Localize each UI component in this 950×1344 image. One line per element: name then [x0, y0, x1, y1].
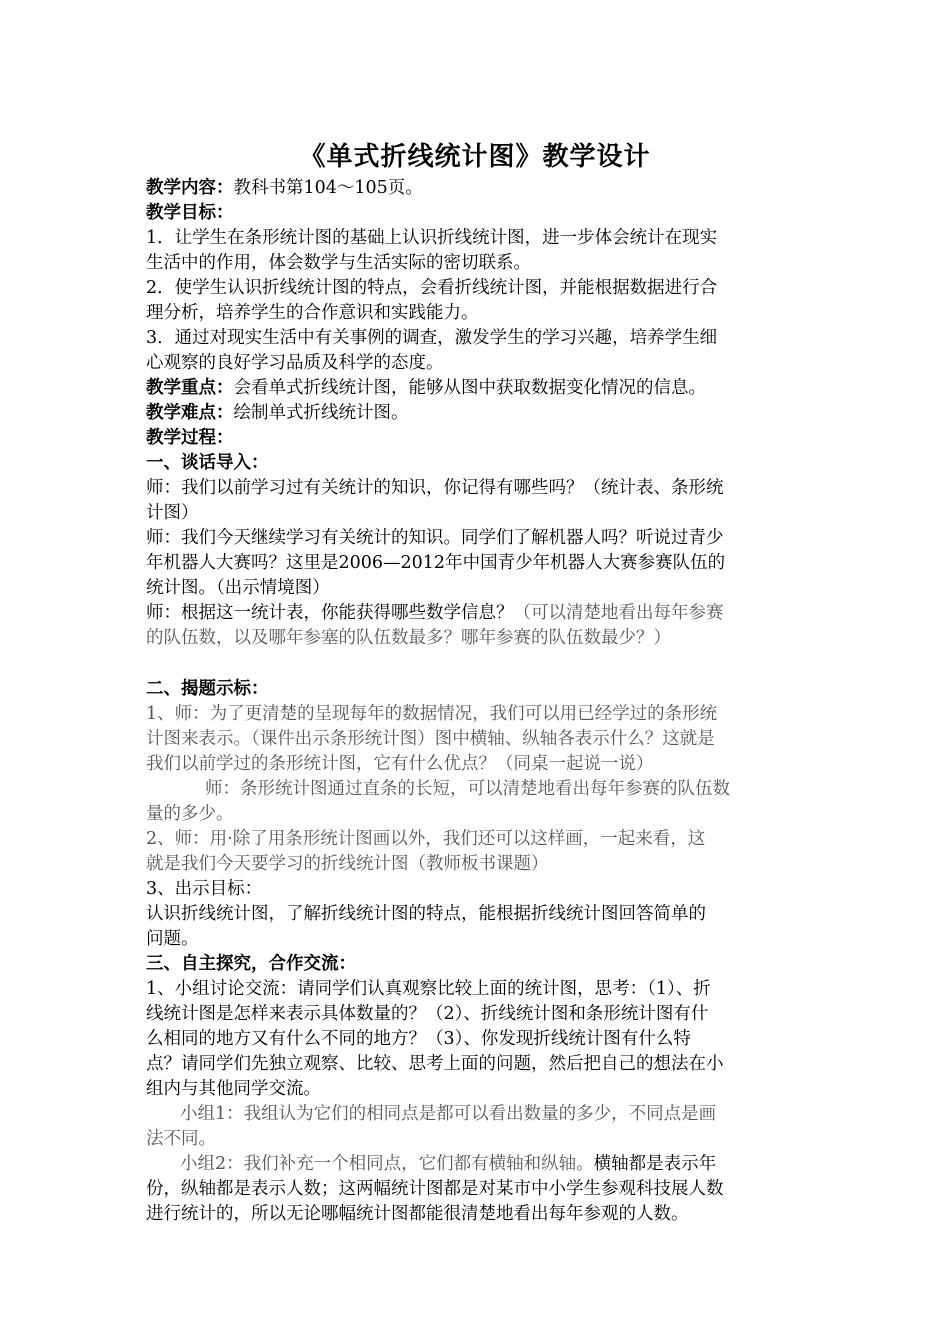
- goal-1-line-2: 生活中的作用，体会数学与生活实际的密切联系。: [146, 253, 531, 273]
- section-3-para-1-line-5: 组内与其他同学交流。: [146, 1079, 321, 1099]
- teaching-content-line: [146, 176, 423, 201]
- section-2-para-1-line-5: 量的多少。: [146, 804, 234, 824]
- section-2-heading: 二、揭题示标：: [146, 679, 269, 699]
- section-2-para-1-line-2: 计图来表示。（课件出示条形统计图）图中横轴、纵轴各表示什么？这就是: [146, 729, 715, 749]
- section-2-para-4-line-1: 认识折线统计图，了解折线统计图的特点，能根据折线统计图回答简单的: [146, 904, 706, 924]
- section-3-group-2-text-a: 小组2：我们补充一个相同点，它们都有横轴和纵轴。: [180, 1154, 594, 1174]
- section-2-para-2-line-1: 2、师：用·除了用条形统计图画以外，我们还可以这样画，一起来看，这: [146, 829, 706, 849]
- section-1-para-2-line-3: 统计图。（出示情境图）: [146, 578, 330, 598]
- key-point-text: 会看单式折线统计图，能够从图中获取数据变化情况的信息。: [233, 378, 706, 398]
- section-2-para-1-line-1: 1、师：为了更清楚的呈现每年的数据情况，我们可以用已经学过的条形统: [146, 704, 718, 724]
- section-3-group-2-text-b: 横轴都是表示年: [593, 1154, 717, 1174]
- section-1-para-1-line-1: 师：我们以前学习过有关统计的知识，你记得有哪些吗？（统计表、条形统: [146, 478, 724, 498]
- document-title: 《单式折线统计图》教学设计: [299, 142, 651, 172]
- goal-3-line-1: 3．通过对现实生活中有关事例的调查，激发学生的学习兴趣，培养学生细: [146, 328, 718, 348]
- section-1-para-3-line-2: 的队伍数，以及哪年参塞的队伍数最多？哪年参赛的队伍数最少？）: [146, 628, 671, 648]
- difficulty-text: 绘制单式折线统计图。: [233, 403, 409, 423]
- teaching-content-text: 教科书第104～105页。: [233, 178, 423, 198]
- goal-3-line-2: 心观察的良好学习品质及科学的态度。: [146, 353, 444, 373]
- key-point-line: [146, 376, 706, 401]
- teaching-content-label: 教学内容：: [146, 178, 234, 198]
- process-label: 教学过程：: [146, 428, 234, 448]
- section-1-para-2-line-1: 师：我们今天继续学习有关统计的知识。同学们了解机器人吗？听说过青少: [146, 528, 724, 548]
- goal-2-line-2: 理分析，培养学生的合作意识和实践能力。: [146, 303, 479, 323]
- section-2-para-2-line-2: 就是我们今天要学习的折线统计图（教师板书课题）: [146, 854, 549, 874]
- section-3-group-1-line-1: 小组1：我组认为它们的相同点是都可以看出数量的多少，不同点是画: [180, 1104, 717, 1124]
- section-3-group-2-line-3: 进行统计的，所以无论哪幅统计图都能很清楚地看出每年参观的人数。: [146, 1204, 689, 1224]
- section-3-para-1-line-3: 么相同的地方又有什么不同的地方？（3）、你发现折线统计图有什么特: [146, 1029, 691, 1049]
- section-2-para-1-line-4: 师：条形统计图通过直条的长短，可以清楚地看出每年参赛的队伍数: [205, 779, 730, 799]
- section-2-para-1-line-3: 我们以前学过的条形统计图，它有什么优点？（同桌一起说一说）: [146, 754, 654, 774]
- section-1-para-1-line-2: 计图）: [146, 503, 199, 523]
- section-2-para-3: 3、出示目标：: [146, 879, 263, 899]
- section-3-para-1-line-1: 1、小组讨论交流：请同学们认真观察比较上面的统计图，思考：（1）、折: [146, 979, 711, 999]
- section-2-para-4-line-2: 问题。: [146, 929, 199, 949]
- section-1-para-3-question: 师：根据这一统计表，你能获得哪些数学信息？: [146, 603, 514, 623]
- section-1-para-2-line-2: 年机器人大赛吗？这里是2006—2012年中国青少年机器人大赛参赛队伍的: [146, 553, 726, 573]
- goal-2-line-1: 2．使学生认识折线统计图的特点，会看折线统计图，并能根据数据进行合: [146, 278, 718, 298]
- section-3-heading: 三、自主探究，合作交流：: [146, 954, 356, 974]
- section-1-heading: 一、谈话导入：: [146, 453, 269, 473]
- difficulty-label: 教学难点：: [146, 403, 234, 423]
- section-3-para-1-line-4: 点？请同学们先独立观察、比较、思考上面的问题，然后把自己的想法在小: [146, 1054, 724, 1074]
- section-3-group-2-line-1: [180, 1152, 716, 1177]
- goal-1-line-1: 1．让学生在条形统计图的基础上认识折线统计图，进一步体会统计在现实: [146, 228, 718, 248]
- key-point-label: 教学重点：: [146, 378, 234, 398]
- section-1-para-3-line-1: [146, 601, 724, 626]
- section-3-group-2-line-2: 份，纵轴都是表示人数；这两幅统计图都是对某市中小学生参观科技展人数: [146, 1179, 724, 1199]
- section-3-group-1-line-2: 法不同。: [146, 1129, 216, 1149]
- difficulty-line: [146, 401, 409, 426]
- teaching-goals-label: 教学目标：: [146, 203, 234, 223]
- section-1-para-3-answer: （可以清楚地看出每年参赛: [513, 603, 724, 623]
- section-3-para-1-line-2: 线统计图是怎样来表示具体数量的？（2）、折线统计图和条形统计图有什: [146, 1004, 709, 1024]
